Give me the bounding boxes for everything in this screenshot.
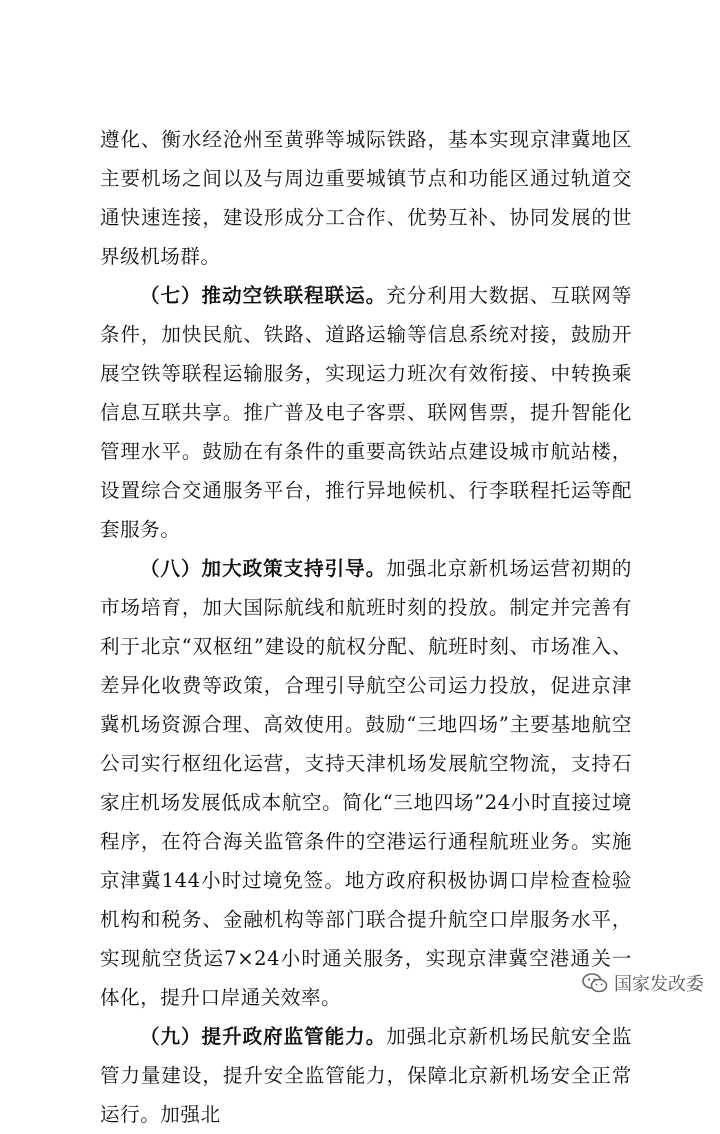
watermark-text: 国家发改委 <box>614 974 704 995</box>
paragraph-text: 加强北京新机场运营初期的市场培育，加大国际航线和航班时刻的投放。制定并完善有利于北京“双枢纽”建设的航权分配、航班时刻、市场准入、差异化收费等政策，合理引导航空公司运力投放，促进京津冀机场资源合理、高效使用。鼓励“三地四场”主要基地航空公司实行枢纽化运营，支持天津机场发展航空物流，支持石家庄机场发展低成本航空。简化“三地四场”24小时直接过境程序，在符合海关监管条件的空港运行通程航班业务。实施京津冀144小时过境免签。地方政府积极协调口岸检查检验机构和税务、金融机构等部门联合提升航空口岸服务水平，实现航空货运7×24小时通关服务，实现京津冀空港通关一体化，提升口岸通关效率。 <box>100 557 633 1009</box>
paragraph-text: 遵化、衡水经沧州至黄骅等城际铁路，基本实现京津冀地区主要机场之间以及与周边重要城镇节点和功能区通过轨道交通快速连接，建设形成分工合作、优势互补、协同发展的世界级机场群。 <box>100 128 632 268</box>
paragraph-section-7 <box>100 276 632 549</box>
paragraph-section-8 <box>100 549 632 1017</box>
watermark <box>582 970 704 996</box>
paragraph-continuation <box>100 120 632 276</box>
section-heading: （九）提升政府监管能力。 <box>140 1025 387 1048</box>
paragraph-text: 加强北京新机场民航安全监管力量建设，提升安全监管能力，保障北京新机场安全正常运行。加强北 <box>100 1025 633 1126</box>
section-heading: （七）推动空铁联程联运。 <box>140 284 387 307</box>
section-heading: （八）加大政策支持引导。 <box>140 557 387 580</box>
paragraph-text: 充分利用大数据、互联网等条件，加快民航、铁路、道路运输等信息系统对接，鼓励开展空铁等联程运输服务，实现运力班次有效衔接、中转换乘信息互联共享。推广普及电子客票、联网售票，提升智能化管理水平。鼓励在有条件的重要高铁站点建设城市航站楼，设置综合交通服务平台，推行异地候机、行李联程托运等配套服务。 <box>100 284 633 541</box>
wechat-icon <box>582 973 608 993</box>
document-body <box>100 120 632 1134</box>
paragraph-section-9 <box>100 1017 632 1134</box>
